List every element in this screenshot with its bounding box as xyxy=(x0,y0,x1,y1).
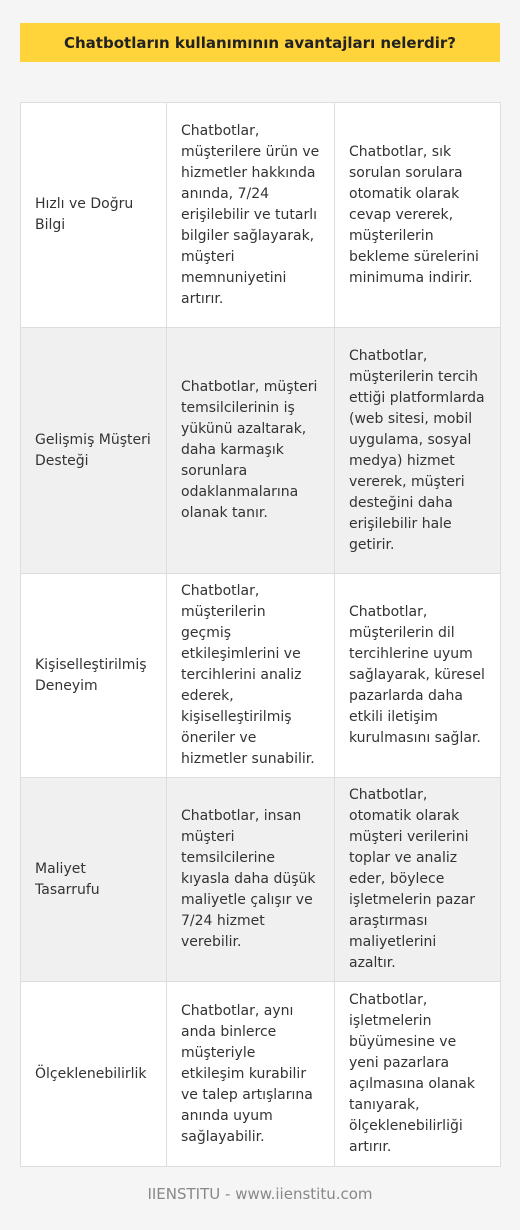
row-cell: Chatbotlar, insan müşteri temsilcilerine kıyasla daha düşük maliyetle çalışır ve 7/24 hizmet verebilir. xyxy=(167,778,335,982)
table-row xyxy=(21,982,501,1167)
table-row xyxy=(21,574,501,778)
table-row xyxy=(21,778,501,982)
row-cell: Chatbotlar, müşterilerin geçmiş etkileşimlerini ve tercihlerini analiz ederek, kişiselleştirilmiş öneriler ve hizmetler sunabilir. xyxy=(167,574,335,778)
row-cell: Chatbotlar, otomatik olarak müşteri verilerini toplar ve analiz eder, böylece işletmelerin pazar araştırması maliyetlerini azaltır. xyxy=(335,778,501,982)
row-cell: Chatbotlar, müşterilerin tercih ettiği platformlarda (web sitesi, mobil uygulama, sosyal medya) hizmet vererek, müşteri desteğini daha erişilebilir hale getirir. xyxy=(335,328,501,574)
advantages-table xyxy=(20,102,501,1167)
row-cell: Chatbotlar, müşteri temsilcilerinin iş yükünü azaltarak, daha karmaşık sorunlara odaklanmalarına olanak tanır. xyxy=(167,328,335,574)
table-row xyxy=(21,328,501,574)
page-title: Chatbotların kullanımının avantajları nelerdir? xyxy=(20,23,500,62)
row-cell: Chatbotlar, müşterilerin dil tercihlerine uyum sağlayarak, küresel pazarlarda daha etkili iletişim kurulmasını sağlar. xyxy=(335,574,501,778)
footer-credit: IIENSTITU - www.iienstitu.com xyxy=(147,1185,373,1203)
row-cell: Chatbotlar, müşterilere ürün ve hizmetler hakkında anında, 7/24 erişilebilir ve tutarlı bilgiler sağlayarak, müşteri memnuniyetini artırır. xyxy=(167,103,335,328)
row-cell: Chatbotlar, sık sorulan sorulara otomatik olarak cevap vererek, müşterilerin bekleme sürelerini minimuma indirir. xyxy=(335,103,501,328)
row-label: Kişiselleştirilmiş Deneyim xyxy=(21,574,167,778)
table-row xyxy=(21,103,501,328)
row-label: Maliyet Tasarrufu xyxy=(21,778,167,982)
row-label: Gelişmiş Müşteri Desteği xyxy=(21,328,167,574)
row-label: Ölçeklenebilirlik xyxy=(21,982,167,1167)
row-cell: Chatbotlar, işletmelerin büyümesine ve yeni pazarlara açılmasına olanak tanıyarak, ölçeklenebilirliği artırır. xyxy=(335,982,501,1167)
row-cell: Chatbotlar, aynı anda binlerce müşteriyle etkileşim kurabilir ve talep artışlarına anında uyum sağlayabilir. xyxy=(167,982,335,1167)
row-label: Hızlı ve Doğru Bilgi xyxy=(21,103,167,328)
